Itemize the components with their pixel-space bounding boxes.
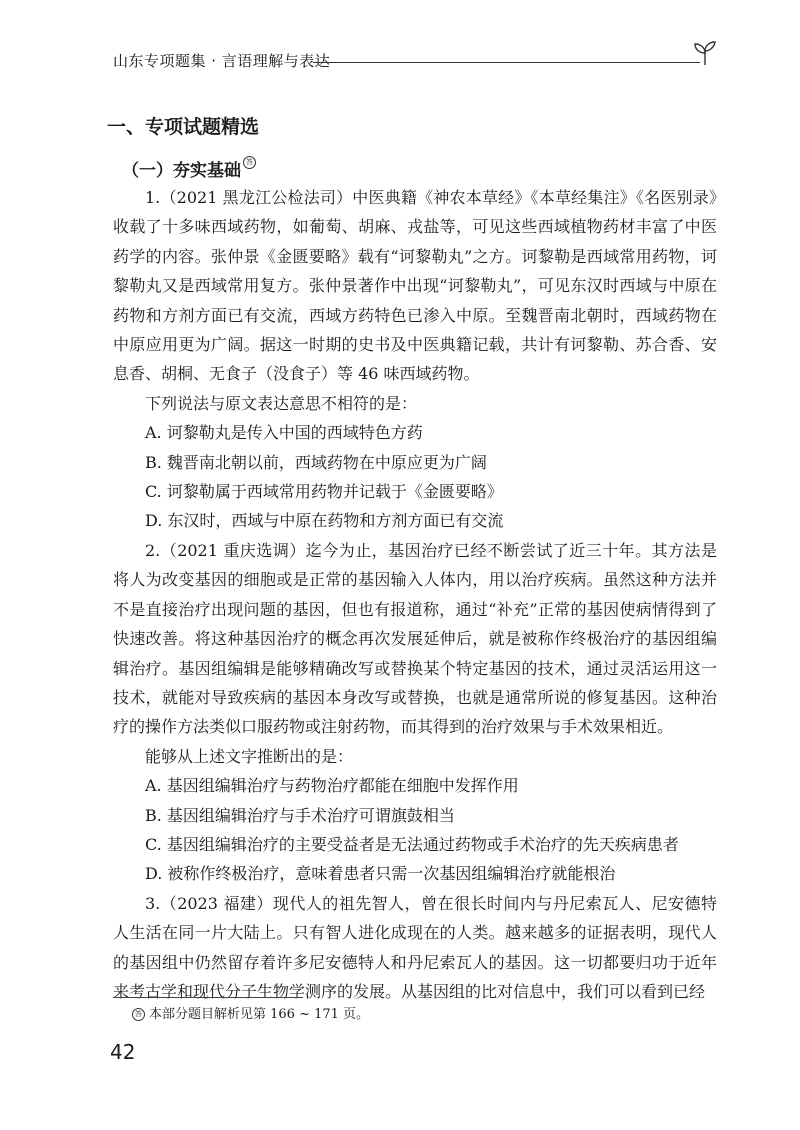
footnote-text: 本部分题目解析见第 166 ~ 171 页。 xyxy=(149,1007,370,1022)
q1-option-c: C. 诃黎勒属于西域常用药物并记载于《金匮要略》 xyxy=(145,482,503,502)
sprout-icon xyxy=(692,40,718,66)
running-header xyxy=(113,40,718,74)
q3-stem: 3.（2023 福建）现代人的祖先智人，曾在很长时间内与丹尼索瓦人、尼安德特人生活在同一片大陆上。只有智人进化成现在的人类。越来越多的证据表明，现代人的基因组中仍然留存着许多尼安德特人和丹尼索瓦人的基因。这一切都要归功于近年来考古学和现代分子生物学测序的发展。从基因组的比对信息中，我们可以看到已经 xyxy=(113,893,717,1001)
q2-option-a: A. 基因组编辑治疗与药物治疗都能在细胞中发挥作用 xyxy=(145,776,519,796)
question-body xyxy=(113,183,717,1006)
q1-question: 下列说法与原文表达意思不相符的是： xyxy=(145,393,418,413)
q2-question: 能够从上述文字推断出的是： xyxy=(145,746,354,766)
q1-option-b: B. 魏晋南北朝以前，西域药物在中原应更为广阔 xyxy=(145,452,487,472)
q2-stem: 2.（2021 重庆选调）迄今为止，基因治疗已经不断尝试了近三十年。其方法是将人为改变基因的细胞或是正常的基因输入人体内，用以治疗疾病。虽然这种方法并不是直接治疗出现问题的基因，但也有报道称，通过“补充”正常的基因使病情得到了快速改善。将这种基因治疗的概念再次发展延伸后，就是被称作终极治疗的基因组编辑治疗。基因组编辑是能够精确改写或替换某个特定基因的技术，通过灵活运用这一技术，就能对导致疾病的基因本身改写或替换，也就是通常所说的修复基因。这种治疗的操作方法类似口服药物或注射药物，而其得到的治疗效果与手术效果相近。 xyxy=(113,540,717,737)
q1-stem: 1.（2021 黑龙江公检法司）中医典籍《神农本草经》《本草经集注》《名医别录》收载了十多味西域药物，如葡萄、胡麻、戎盐等，可见这些西域植物药材丰富了中医药学的内容。张仲景《金匮要略》载有“诃黎勒丸”之方。诃黎勒是西域常用药物，诃黎勒丸又是西域常用复方。张仲景著作中出现“诃黎勒丸”，可见东汉时西域与中原在药物和方剂方面已有交流，西域方药特色已渗入中原。至魏晋南北朝时，西域药物在中原应用更为广阔。据这一时期的史书及中医典籍记载，共计有诃黎勒、苏合香、安息香、胡桐、无食子（没食子）等 46 味西域药物。 xyxy=(113,188,717,384)
q2-option-c: C. 基因组编辑治疗的主要受益者是无法通过药物或手术治疗的先天疾病患者 xyxy=(145,834,679,854)
subsection-heading-text: （一）夯实基础 xyxy=(122,161,241,181)
subsection-heading xyxy=(122,156,256,181)
page-number: 42 xyxy=(110,1040,136,1064)
q2-option-d: D. 被称作终极治疗，意味着患者只需一次基因组编辑治疗就能根治 xyxy=(145,864,616,884)
header-rule xyxy=(313,62,700,63)
answer-mark-icon: 答 xyxy=(243,156,256,169)
footnote-rule xyxy=(113,997,303,998)
q1-option-d: D. 东汉时，西域与中原在药物和方剂方面已有交流 xyxy=(145,511,504,531)
answer-mark-icon: 答 xyxy=(132,1008,145,1021)
q2-option-b: B. 基因组编辑治疗与手术治疗可谓旗鼓相当 xyxy=(145,805,455,825)
header-title: 山东专项题集 · 言语理解与表达 xyxy=(113,52,331,70)
section-heading: 一、专项试题精选 xyxy=(107,116,260,138)
footnote xyxy=(132,1003,369,1022)
q1-option-a: A. 诃黎勒丸是传入中国的西域特色方药 xyxy=(145,423,423,443)
